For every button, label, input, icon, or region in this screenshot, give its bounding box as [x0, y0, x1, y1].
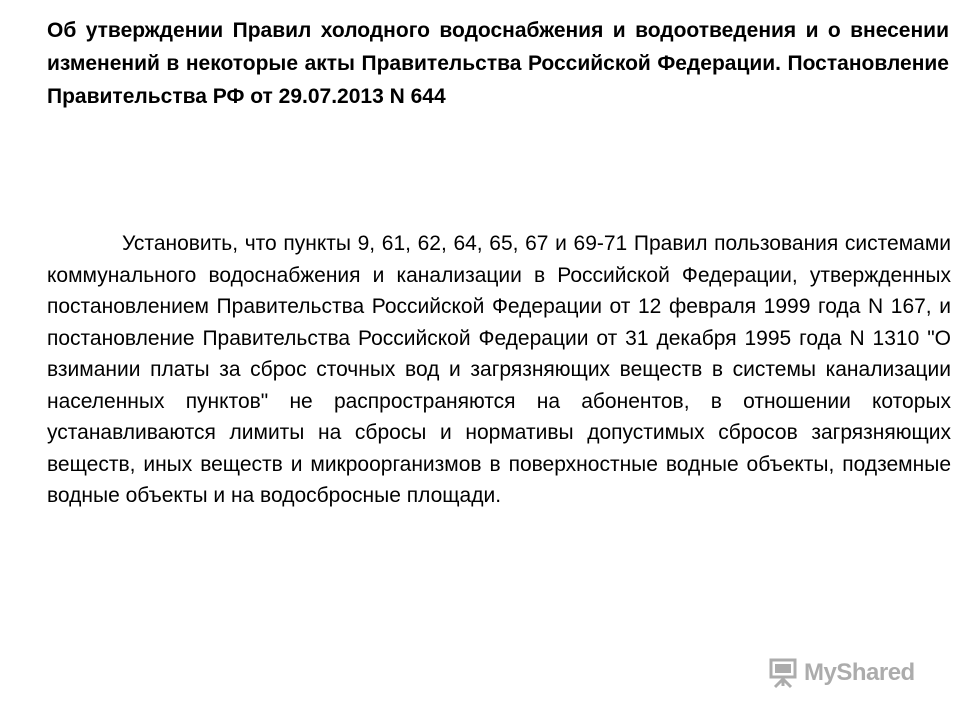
document-title: Об утверждении Правил холодного водоснабжения и водоотведения и о внесении изменений в некоторые акты Правительства Российской Федерации. Постановление Правительства РФ от 29.07.2013 N 644: [47, 19, 949, 108]
watermark-label: MyShared: [804, 659, 915, 686]
watermark: [766, 656, 915, 690]
presentation-board-icon: [766, 657, 800, 689]
document-body-paragraph: Установить, что пункты 9, 61, 62, 64, 65, 67 и 69-71 Правил пользования системами коммунального водоснабжения и канализации в Российской Федерации, утвержденных постановлением Правительства Российской Федерации от 12 февраля 1999 года N 167, и постановление Правительства Российской Федерации от 31 декабря 1995 года N 1310 "О взимании платы за сброс сточных вод и загрязняющих веществ в системы канализации населенных пунктов" не распространяются на абонентов, в отношении которых устанавливаются лимиты на сбросы и нормативы допустимых сбросов загрязняющих веществ, иных веществ и микроорганизмов в поверхностные водные объекты, подземные водные объекты и на водосбросные площади.: [47, 232, 951, 507]
